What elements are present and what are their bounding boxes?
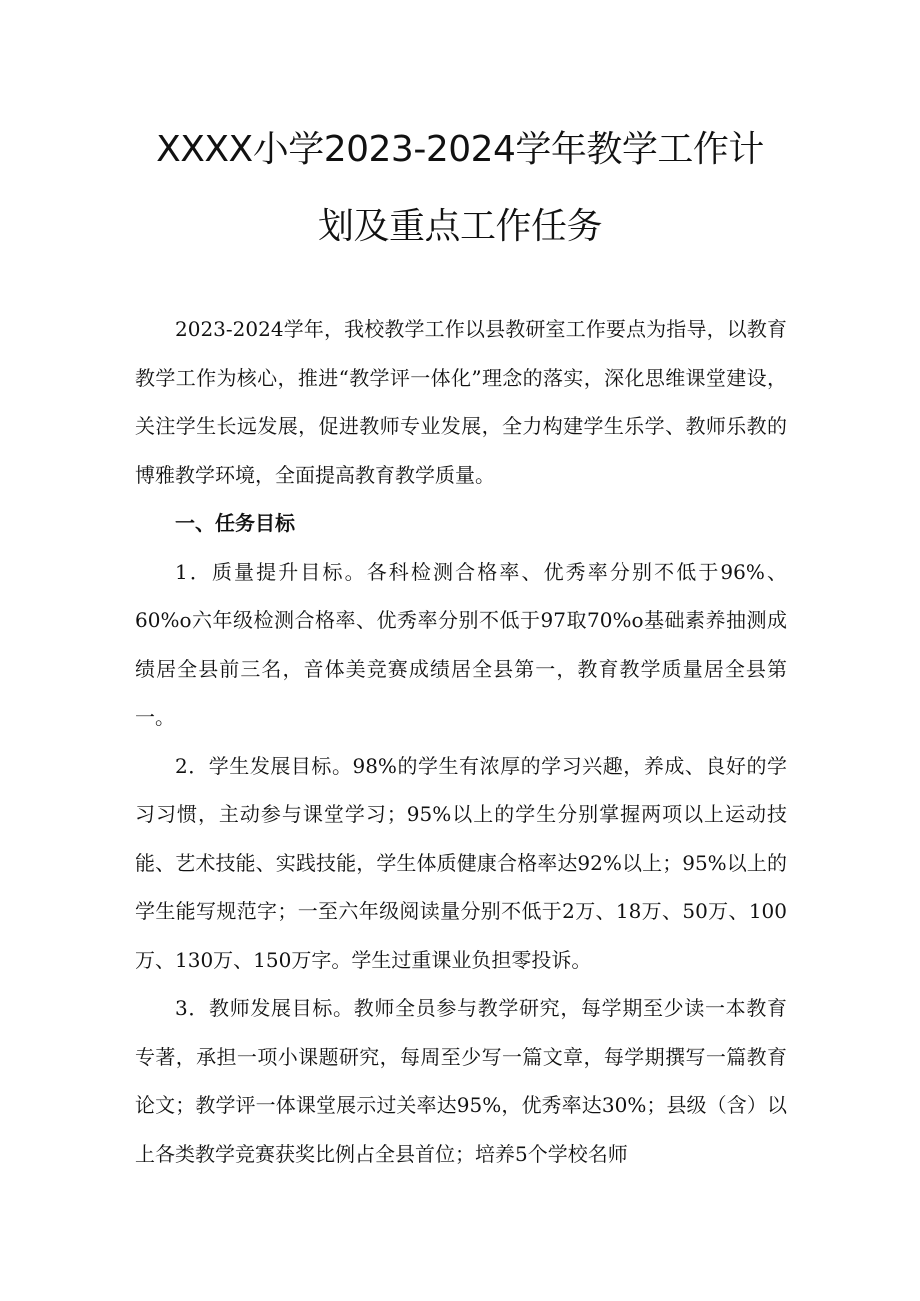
document-body — [135, 305, 787, 1178]
section-heading-task-goals: 一、任务目标 — [175, 511, 295, 535]
paragraph-teacher-goal: 3．教师发展目标。教师全员参与教学研究，每学期至少读一本教育专著，承担一项小课题研究，每周至少写一篇文章，每学期撰写一篇教育论文；教学评一体课堂展示过关率达95%，优秀率达30%；县级（含）以上各类教学竞赛获奖比例占全县首位；培养5个学校名师 — [135, 996, 787, 1166]
intro-paragraph: 2023-2024学年，我校教学工作以县教研室工作要点为指导，以教育教学工作为核心，推进“教学评一体化”理念的落实，深化思维课堂建设，关注学生长远发展，促进教师专业发展，全力构建学生乐学、教师乐教的博雅教学环境，全面提高教育教学质量。 — [135, 317, 787, 487]
paragraph-student-goal: 2．学生发展目标。98%的学生有浓厚的学习兴趣，养成、良好的学习习惯，主动参与课堂学习；95%以上的学生分别掌握两项以上运动技能、艺术技能、实践技能，学生体质健康合格率达92%以上；95%以上的学生能写规范字；一至六年级阅读量分别不低于2万、18万、50万、100万、130万、150万字。学生过重课业负担零投诉。 — [135, 753, 787, 972]
paragraph-quality-goal: 1．质量提升目标。各科检测合格率、优秀率分别不低于96%、60%o六年级检测合格率、优秀率分别不低于97取70%o基础素养抽测成绩居全县前三名，音体美竞赛成绩居全县第一，教育教学质量居全县第一。 — [135, 559, 787, 729]
document-title-line-2: 划及重点工作任务 — [317, 206, 602, 247]
document-title-line-1: XXXX小学2023-2024学年教学工作计 — [156, 129, 764, 170]
